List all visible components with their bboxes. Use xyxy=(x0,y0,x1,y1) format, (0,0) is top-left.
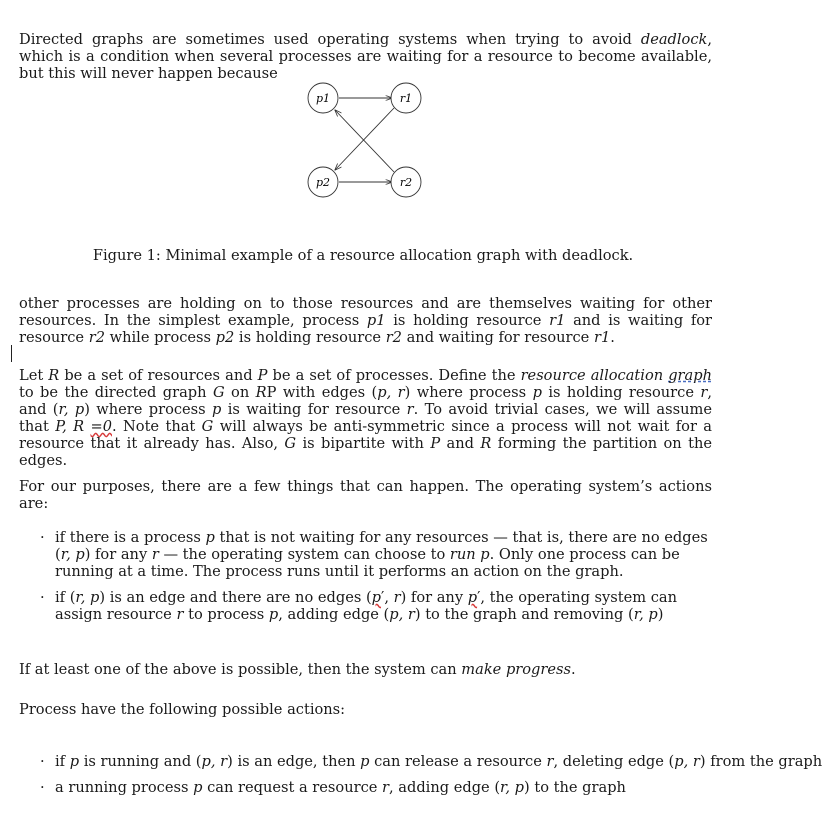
edge-pr: p, r xyxy=(377,384,405,401)
text: is running and ( xyxy=(79,753,202,770)
edge-r1-p2 xyxy=(335,108,394,170)
term-make-progress: make progress xyxy=(461,661,571,678)
text: can release a resource xyxy=(369,753,547,770)
var-G: G xyxy=(201,418,214,435)
var-r: r xyxy=(176,606,184,623)
node-label-r2: r2 xyxy=(399,176,413,189)
edge-r2-p1 xyxy=(335,110,394,172)
text: . Only one process can be running at a time. The process runs until it performs an action on the graph. xyxy=(55,546,680,580)
text: ) for any xyxy=(400,589,468,606)
var-R: R xyxy=(48,367,60,384)
text: — the operating system can choose to xyxy=(158,546,450,563)
intro-text: Directed graphs are sometimes used operating systems when trying to avoid xyxy=(19,31,641,48)
var-P: P xyxy=(257,367,268,384)
text: ) where process xyxy=(404,384,533,401)
text-cursor xyxy=(11,345,12,362)
text: ′, the operating system can assign resource xyxy=(55,589,678,623)
node-label-p1: p1 xyxy=(315,92,331,105)
edge-rp: r, p xyxy=(500,779,525,796)
var-r1: r1 xyxy=(549,312,566,329)
text: other processes are holding on to those resources and are themselves waiting for other resources. In the simplest example, process xyxy=(19,295,712,329)
list-item xyxy=(40,529,712,580)
var-p: p xyxy=(532,384,542,401)
text: will always be anti-symmetric since a process will not wait for a resource that it already has. Also, xyxy=(19,418,712,452)
text: that is not waiting for any resources — that is, there are no edges ( xyxy=(55,529,708,563)
purposes-paragraph: For our purposes, there are a few things that can happen. The operating system’s actions are: xyxy=(19,478,712,512)
process-actions-intro: Process have the following possible actions: xyxy=(19,701,346,718)
text: ) to the graph xyxy=(524,779,626,796)
text: If at least one of the above is possible, then the system can xyxy=(19,661,462,678)
figure-caption: Figure 1: Minimal example of a resource allocation graph with deadlock. xyxy=(92,247,634,264)
intro-paragraph xyxy=(19,31,712,82)
list-item xyxy=(40,589,712,623)
definition-paragraph xyxy=(19,367,712,469)
holding-paragraph xyxy=(19,295,712,346)
text: P with edges ( xyxy=(266,384,378,401)
var-r2: r2 xyxy=(385,329,402,346)
text: . To avoid trivial cases, we will assume that xyxy=(19,401,712,435)
var-p-prime: p xyxy=(467,589,478,606)
var-r: r xyxy=(151,546,159,563)
edge-rp: r, p xyxy=(58,401,85,418)
text: while process xyxy=(104,329,216,346)
var-G: G xyxy=(284,435,297,452)
text: if there is a process xyxy=(55,529,206,546)
text: and xyxy=(440,435,481,452)
text: ) is an edge, then xyxy=(227,753,361,770)
var-p-prime: p xyxy=(371,589,382,606)
var-R: R xyxy=(255,384,267,401)
text: ) is an edge and there are no edges ( xyxy=(99,589,372,606)
node-label-r1: r1 xyxy=(399,92,413,105)
text: is holding resource xyxy=(541,384,701,401)
term-run-p: run p xyxy=(449,546,490,563)
progress-paragraph xyxy=(19,661,712,678)
text: and is waiting for resource xyxy=(19,312,713,346)
text: and waiting for resource xyxy=(401,329,594,346)
text: be a set of processes. Define the xyxy=(267,367,521,384)
var-p: p xyxy=(193,779,203,796)
text: Let xyxy=(19,367,49,384)
var-p: p xyxy=(205,529,215,546)
text: if ( xyxy=(55,589,76,606)
list-item xyxy=(40,753,822,770)
text: is bipartite with xyxy=(296,435,431,452)
term-resource-allocation: resource allocation xyxy=(520,367,669,384)
bullet: · xyxy=(40,753,45,770)
text: ) for any xyxy=(84,546,152,563)
edge-rp: r, p xyxy=(75,589,100,606)
process-actions-list xyxy=(40,753,822,796)
not-empty-mark: =0 xyxy=(90,418,112,435)
text: forming the partition on the edges. xyxy=(19,435,713,469)
text: . xyxy=(570,661,576,678)
term-deadlock: deadlock xyxy=(640,31,708,48)
text: ) from the graph xyxy=(699,753,822,770)
var-p1: p1 xyxy=(366,312,386,329)
text: , and ( xyxy=(19,384,713,418)
list-item xyxy=(40,779,712,796)
var-R: R xyxy=(480,435,492,452)
text: ′, xyxy=(381,589,394,606)
term-graph: graph xyxy=(668,367,712,384)
edge-rp: r, p xyxy=(60,546,85,563)
var-p: p xyxy=(69,753,80,770)
text: to be the directed graph xyxy=(19,384,213,401)
var-G: G xyxy=(212,384,225,401)
text: ) xyxy=(657,606,664,623)
var-r: r xyxy=(546,753,554,770)
text: , adding edge ( xyxy=(278,606,390,623)
var-r: r xyxy=(382,779,390,796)
var-r: r xyxy=(393,589,401,606)
text: is holding resource xyxy=(234,329,386,346)
bullet: · xyxy=(40,779,45,796)
text: to process xyxy=(183,606,269,623)
os-actions-list xyxy=(40,529,712,623)
var-r1: r1 xyxy=(593,329,611,346)
text: be a set of resources and xyxy=(59,367,258,384)
var-PR: P, R xyxy=(55,418,85,435)
bullet: · xyxy=(40,529,45,546)
bullet: · xyxy=(40,589,45,606)
text: if xyxy=(55,753,70,770)
text: ) where process xyxy=(84,401,213,418)
text: . Note that xyxy=(112,418,202,435)
text: , deleting edge ( xyxy=(553,753,675,770)
var-p: p xyxy=(268,606,279,623)
var-p: p xyxy=(360,753,370,770)
var-r: r xyxy=(406,401,414,418)
node-label-p2: p2 xyxy=(315,176,331,189)
text: is waiting for resource xyxy=(221,401,407,418)
intro-text-cont: , which is a condition when several processes are waiting for a resource to become available, but this will never happen because xyxy=(19,31,712,82)
var-r: r xyxy=(700,384,708,401)
edge-pr: p, r xyxy=(201,753,228,770)
var-P: P xyxy=(430,435,441,452)
var-p: p xyxy=(212,401,222,418)
var-r2: r2 xyxy=(88,329,105,346)
text: can request a resource xyxy=(202,779,383,796)
graph-svg xyxy=(300,78,430,202)
edge-rp: r, p xyxy=(633,606,658,623)
text: , adding edge ( xyxy=(389,779,501,796)
edge-pr: p, r xyxy=(389,606,415,623)
text: . xyxy=(610,329,615,346)
text: ) to the graph and removing ( xyxy=(414,606,634,623)
text: is holding resource xyxy=(385,312,550,329)
var-p2: p2 xyxy=(215,329,235,346)
text: on xyxy=(224,384,256,401)
resource-allocation-graph xyxy=(300,78,430,206)
text: a running process xyxy=(55,779,194,796)
edge-pr: p, r xyxy=(674,753,700,770)
